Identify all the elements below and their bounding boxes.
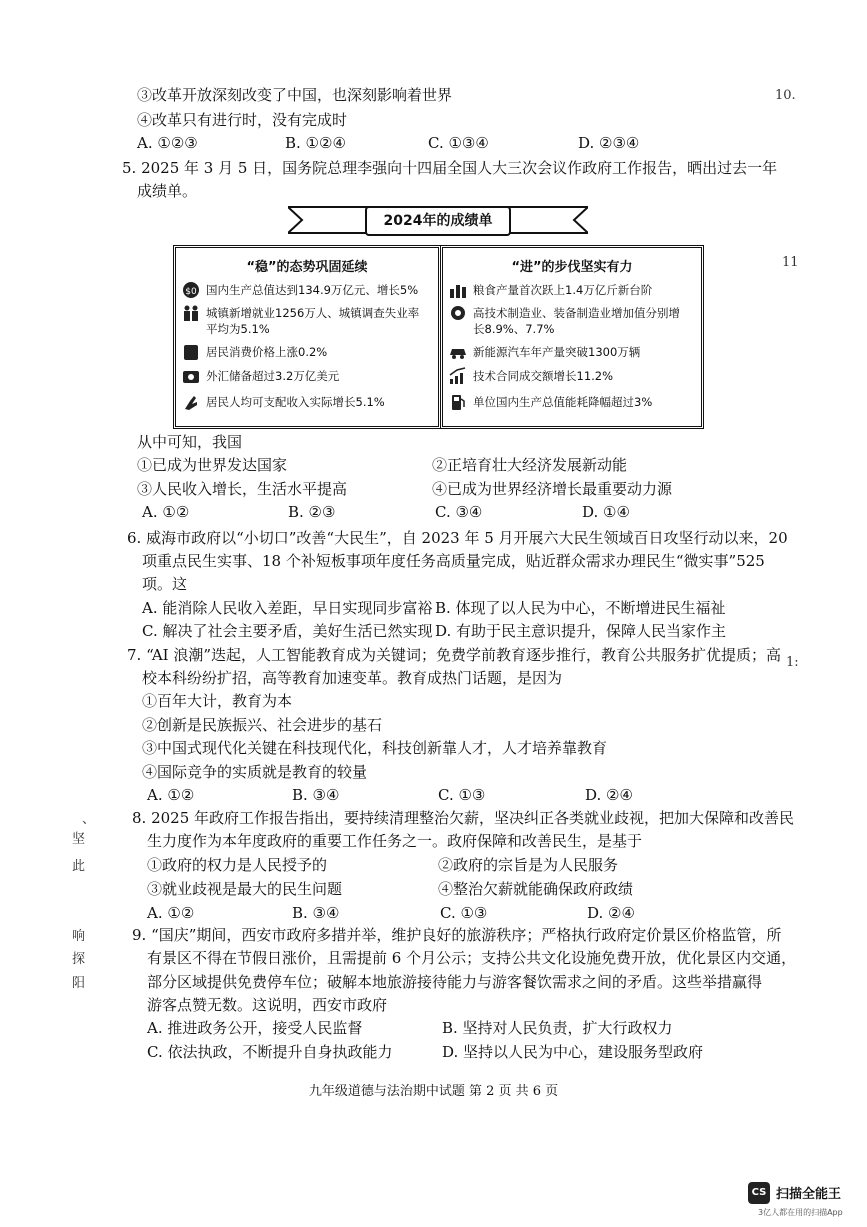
- q6-option-a: A. 能消除人民收入差距，早日实现同步富裕: [142, 599, 433, 617]
- q7-option-b: B. ③④: [292, 786, 340, 804]
- q5-statement-3: ③人民收入增长，生活水平提高: [137, 480, 348, 498]
- scanner-app-name: 扫描全能王: [776, 1187, 842, 1202]
- q7-stem-line-2: 校本科纷纷扩招，高等教育加速变革。教育成热门话题，是因为: [142, 669, 563, 687]
- q5-stem-line-2: 成绩单。: [137, 182, 198, 200]
- stable-item-label: 居民消费价格上涨0.2%: [206, 345, 328, 359]
- stable-item-employment: [182, 304, 432, 338]
- margin-fragment: 探: [72, 952, 86, 967]
- q5-lead: 从中可知，我国: [137, 433, 243, 451]
- q5-stem-line-1: 5. 2025 年 3 月 5 日，国务院总理李强向十四届全国人大三次会议作政府工作报告，晒出过去一年: [122, 159, 778, 177]
- progress-item-label: 高技术制造业、装备制造业增加值分别增长8.9%、7.7%: [473, 306, 680, 336]
- q9-option-b: B. 坚持对人民负责，扩大行政权力: [442, 1019, 673, 1037]
- q8-option-c: C. ①③: [440, 904, 488, 922]
- q9-stem-line-1: 9. “国庆”期间，西安市政府多措并举，维护良好的旅游秩序；严格执行政府定价景区价格监管，所: [132, 926, 782, 944]
- q5-option-a: A. ①②: [142, 503, 190, 521]
- q8-statement-2: ②政府的宗旨是为人民服务: [438, 856, 619, 874]
- q8-option-a: A. ①②: [147, 904, 195, 922]
- q9-stem-line-3: 部分区域提供免费停车位；破解本地旅游接待能力与游客餐饮需求之间的矛盾。这些举措赢得: [147, 973, 763, 991]
- chart-up-icon: [449, 367, 467, 385]
- progress-item-label: 新能源汽车年产量突破1300万辆: [473, 345, 641, 359]
- wallet-icon: [182, 367, 200, 385]
- q5-statement-2: ②正培育壮大经济发展新动能: [432, 456, 628, 474]
- page-footer: 九年级道德与法治期中试题 第 2 页 共 6 页: [308, 1084, 559, 1099]
- scanner-app-logo: [748, 1180, 858, 1220]
- progress-item-ev: [449, 343, 695, 363]
- scanner-badge-icon: CS: [748, 1182, 770, 1204]
- progress-item-contracts: [449, 367, 695, 387]
- q9-stem-line-2: 有景区不得在节假日涨价，且需提前 6 个月公示；支持公共文化设施免费开放，优化景区内交通，: [147, 949, 797, 967]
- q4-option-a: A. ①②③: [137, 134, 198, 152]
- stable-item-label: 居民人均可支配收入实际增长5.1%: [206, 395, 385, 409]
- q7-option-a: A. ①②: [147, 786, 195, 804]
- progress-item-label: 单位国内生产总值能耗降幅超过3%: [473, 395, 653, 409]
- q7-option-c: C. ①③: [438, 786, 486, 804]
- tech-icon: [449, 304, 467, 322]
- q5-option-d: D. ①④: [582, 503, 630, 521]
- margin-fragment: 10.: [775, 88, 796, 103]
- grain-icon: [449, 281, 467, 299]
- q8-option-d: D. ②④: [587, 904, 635, 922]
- stable-item-label: 国内生产总值达到134.9万亿元、增长5%: [206, 283, 419, 297]
- stable-panel: [173, 245, 441, 429]
- q8-statement-4: ④整治欠薪就能确保政府政绩: [438, 880, 634, 898]
- q4-option-d: D. ②③④: [578, 134, 640, 152]
- car-icon: [449, 343, 467, 361]
- q9-option-c: C. 依法执政，不断提升自身执政能力: [147, 1043, 393, 1061]
- margin-fragment: 坚: [72, 832, 86, 847]
- q6-option-c: C. 解决了社会主要矛盾，美好生活已然实现: [142, 622, 433, 640]
- progress-panel-title: “进”的步伐坚实有力: [511, 260, 633, 275]
- q4-option-b: B. ①②④: [285, 134, 346, 152]
- q8-stem-line-2: 生力度作为本年度政府的重要工作任务之一。政府保障和改善民生，是基于: [147, 832, 643, 850]
- hand-icon: [182, 393, 200, 411]
- stable-item-label: 外汇储备超过3.2万亿美元: [206, 369, 340, 383]
- progress-item-grain: [449, 281, 695, 301]
- svg-text:$0: $0: [185, 287, 197, 297]
- q6-stem-line-3: 项。这: [142, 575, 188, 593]
- results-board-title: 2024年的成绩单: [365, 206, 511, 236]
- stable-item-income: [182, 393, 432, 413]
- stable-item-label: 城镇新增就业1256万人、城镇调查失业率平均为5.1%: [206, 306, 420, 336]
- q7-statement-1: ①百年大计，教育为本: [142, 692, 293, 710]
- stable-item-gdp: [182, 281, 432, 301]
- margin-fragment: 1:: [786, 655, 799, 670]
- progress-item-energy: [449, 393, 695, 413]
- margin-fragment: 、: [82, 812, 96, 827]
- q4-statement-4: ④改革只有进行时，没有完成时: [137, 111, 348, 129]
- q6-option-d: D. 有助于民主意识提升，保障人民当家作主: [435, 622, 727, 640]
- q4-statement-3: ③改革开放深刻改变了中国，也深刻影响着世界: [137, 86, 453, 104]
- fuel-icon: [449, 393, 467, 411]
- progress-item-tech: [449, 304, 695, 338]
- q8-option-b: B. ③④: [292, 904, 340, 922]
- margin-fragment: 11: [782, 255, 799, 270]
- q7-stem-line-1: 7. “AI 浪潮”迭起，人工智能教育成为关键词；免费学前教育逐步推行，教育公共服务扩优提质；高: [127, 646, 782, 664]
- q6-stem-line-1: 6. 威海市政府以“小切口”改善“大民生”，自 2023 年 5 月开展六大民生领域百日攻坚行动以来，20: [127, 529, 788, 547]
- q9-option-d: D. 坚持以人民为中心，建设服务型政府: [442, 1043, 704, 1061]
- q8-statement-1: ①政府的权力是人民授予的: [147, 856, 328, 874]
- q6-stem-line-2: 项重点民生实事、18 个补短板事项年度任务高质量完成，贴近群众需求办理民生“微实事”525: [142, 552, 765, 570]
- stable-item-reserves: [182, 367, 432, 387]
- q7-option-d: D. ②④: [585, 786, 633, 804]
- q5-statement-4: ④已成为世界经济增长最重要动力源: [432, 480, 673, 498]
- margin-fragment: 阳: [72, 976, 86, 991]
- progress-panel: [440, 245, 704, 429]
- q9-option-a: A. 推进政务公开，接受人民监督: [147, 1019, 363, 1037]
- progress-item-label: 粮食产量首次跃上1.4万亿斤新台阶: [473, 283, 653, 297]
- stable-panel-title: “稳”的态势巩固延续: [246, 260, 368, 275]
- q7-statement-2: ②创新是民族振兴、社会进步的基石: [142, 716, 383, 734]
- scanner-app-tagline: 3亿人都在用的扫描App: [758, 1208, 843, 1217]
- q8-statement-3: ③就业歧视是最大的民生问题: [147, 880, 343, 898]
- margin-fragment: 响: [72, 929, 86, 944]
- stable-item-prices: [182, 343, 432, 363]
- gdp-icon: [182, 281, 200, 299]
- q9-stem-line-4: 游客点赞无数。这说明，西安市政府: [147, 996, 388, 1014]
- margin-fragment: 此: [72, 859, 86, 874]
- q5-option-b: B. ②③: [288, 503, 336, 521]
- progress-item-label: 技术合同成交额增长11.2%: [473, 369, 614, 383]
- q6-option-b: B. 体现了以人民为中心，不断增进民生福祉: [435, 599, 726, 617]
- q8-stem-line-1: 8. 2025 年政府工作报告指出，要持续清理整治欠薪，坚决纠正各类就业歧视，把加大保障和改善民: [132, 809, 795, 827]
- people-icon: [182, 304, 200, 322]
- q5-option-c: C. ③④: [435, 503, 483, 521]
- q5-statement-1: ①已成为世界发达国家: [137, 456, 288, 474]
- price-icon: [182, 343, 200, 361]
- q7-statement-4: ④国际竞争的实质就是教育的较量: [142, 763, 368, 781]
- q4-option-c: C. ①③④: [428, 134, 489, 152]
- q7-statement-3: ③中国式现代化关键在科技现代化，科技创新靠人才，人才培养靠教育: [142, 739, 608, 757]
